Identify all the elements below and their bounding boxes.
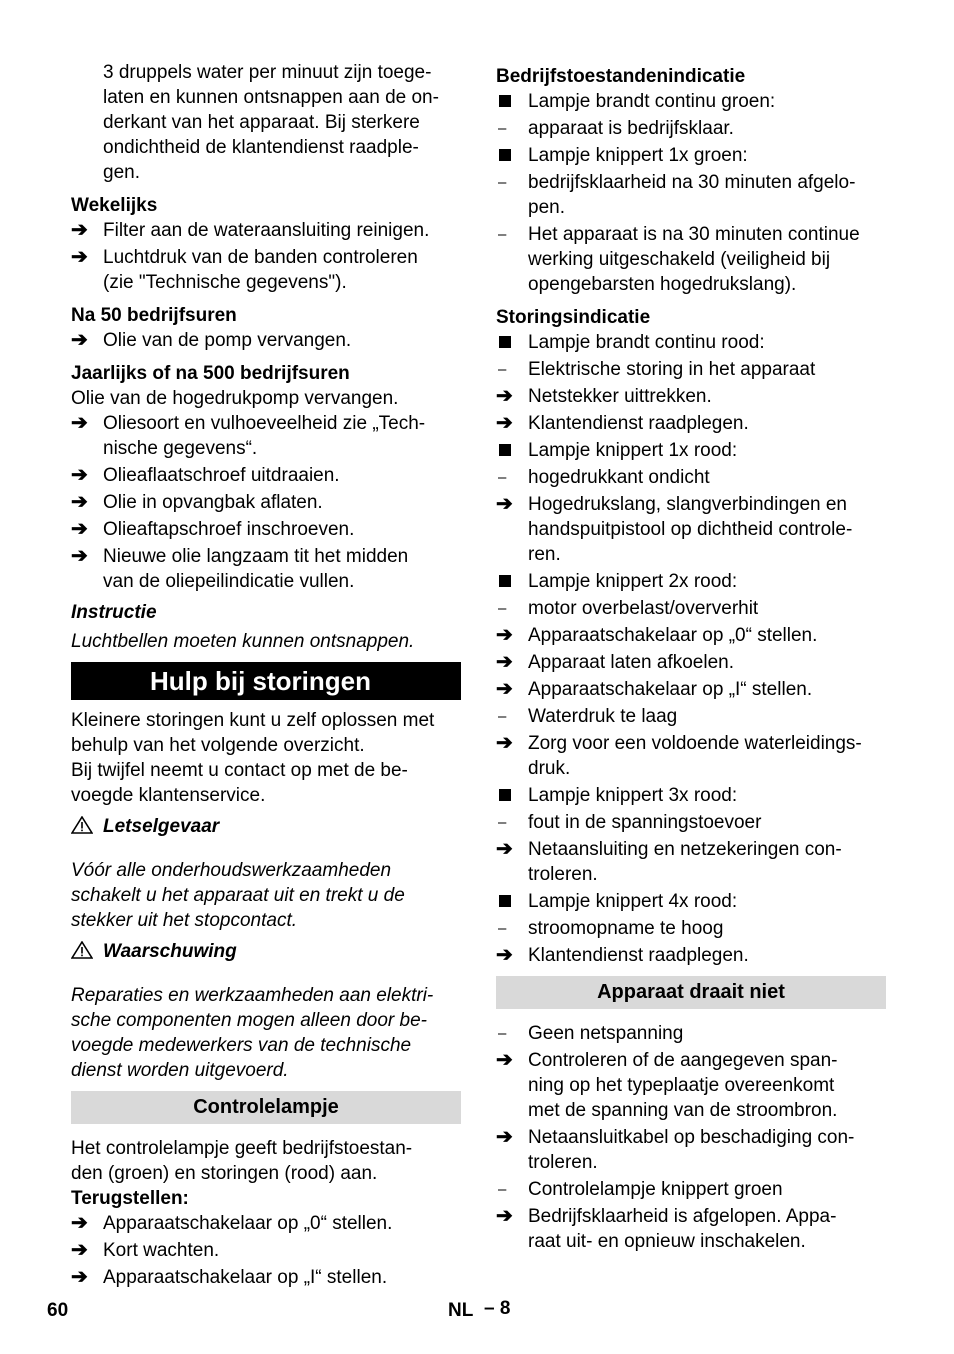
- item-text: Nieuwe olie langzaam tit het midden van de oliepeilindicatie vullen.: [103, 546, 409, 592]
- square-bullet-icon: [496, 783, 522, 808]
- dash-item: [496, 1177, 886, 1202]
- dash-item: [496, 1021, 886, 1046]
- dash-icon: –: [498, 174, 507, 191]
- arrow-right-icon: ➔: [496, 838, 513, 860]
- yearly-list: [71, 411, 461, 594]
- warning-text: Reparaties en werkzaamheden aan elektri- sche componenten mogen alleen door be- voegde medewerkers van de technische dienst worden uitgevoerd.: [71, 985, 434, 1081]
- arrow-right-icon: ➔: [71, 1212, 88, 1234]
- lamp-text: Het controlelampje geeft bedrijfstoestan- den (groen) en storingen (rood) aan.: [71, 1138, 413, 1184]
- item-text: Lampje brandt continu groen:: [528, 91, 776, 112]
- step-item: [71, 218, 461, 243]
- arrow-right-icon: ➔: [496, 1205, 513, 1227]
- item-text: Olie in opvangbak aflaten.: [103, 492, 323, 513]
- arrow-right-icon: ➔: [496, 624, 513, 646]
- section-title: Hulp bij storingen: [71, 662, 461, 700]
- step-item: [496, 943, 886, 968]
- bullet-item: [496, 143, 886, 168]
- item-text: Olie van de pomp vervangen.: [103, 330, 352, 351]
- item-text: Klantendienst raadplegen.: [528, 413, 749, 434]
- lamp-title: Controlelampje: [71, 1091, 461, 1124]
- right-column: [496, 60, 886, 1256]
- step-item: [71, 544, 461, 594]
- item-text: Apparaatschakelaar op „I“ stellen.: [103, 1267, 388, 1288]
- item-text: Luchtdruk van de banden controleren (zie "Technische gegevens").: [103, 247, 418, 293]
- item-text: Olieaflaatschroef uitdraaien.: [103, 465, 340, 486]
- item-text: apparaat is bedrijfsklaar.: [528, 118, 734, 139]
- item-text: Apparaatschakelaar op „0“ stellen.: [528, 625, 818, 646]
- step-item: [496, 623, 886, 648]
- step-item: [496, 677, 886, 702]
- step-item: [496, 384, 886, 409]
- item-text: stroomopname te hoog: [528, 918, 724, 939]
- item-text: Controlelampje knippert groen: [528, 1179, 783, 1200]
- step-item: [496, 650, 886, 675]
- step-item: [71, 1238, 461, 1263]
- square-bullet-icon: [496, 330, 522, 355]
- arrow-right-icon: ➔: [496, 385, 513, 407]
- item-text: Oliesoort en vulhoeveelheid zie „Tech- nische gegevens“.: [103, 413, 426, 459]
- language-code: NL: [448, 1300, 474, 1321]
- bullet-item: [496, 783, 886, 808]
- item-text: Lampje knippert 2x rood:: [528, 571, 738, 592]
- item-text: Controleren of de aangegeven span- ning op het typeplaatje overeenkomt met de spanning van de stroombron.: [528, 1050, 838, 1121]
- item-text: Apparaatschakelaar op „0“ stellen.: [103, 1213, 393, 1234]
- danger-heading-row: [71, 814, 461, 839]
- dash-item: [496, 810, 886, 835]
- not-running-title: Apparaat draait niet: [496, 976, 886, 1009]
- arrow-right-icon: ➔: [496, 412, 513, 434]
- arrow-right-icon: ➔: [71, 329, 88, 351]
- not-running-list: [496, 1021, 886, 1254]
- status-heading: Bedrijfstoestandenindicatie: [496, 66, 746, 87]
- item-text: Olieaftapschroef inschroeven.: [103, 519, 355, 540]
- arrow-right-icon: ➔: [71, 518, 88, 540]
- arrow-right-icon: ➔: [71, 1266, 88, 1288]
- dash-item: [496, 596, 886, 621]
- section-intro: Kleinere storingen kunt u zelf oplossen met behulp van het volgende overzicht. Bij twijfel neemt u contact op met de be- voegde klantenservice.: [71, 710, 435, 806]
- instruction-text: Luchtbellen moeten kunnen ontsnappen.: [71, 631, 415, 652]
- status-list: [496, 89, 886, 297]
- step-item: [496, 731, 886, 781]
- page-number: 60: [47, 1300, 69, 1321]
- step-item: [496, 837, 886, 887]
- yearly-heading: Jaarlijks of na 500 bedrijfsuren: [71, 363, 350, 384]
- item-text: Hogedrukslang, slangverbindingen en handspuitpistool op dichtheid controle- ren.: [528, 494, 853, 565]
- dash-item: [496, 170, 886, 220]
- danger-text: Vóór alle onderhoudswerkzaamheden schakelt u het apparaat uit en trekt u de stekker uit het stopcontact.: [71, 860, 405, 931]
- item-text: Geen netspanning: [528, 1023, 684, 1044]
- bullet-item: [496, 438, 886, 463]
- dash-item: [496, 465, 886, 490]
- arrow-right-icon: ➔: [71, 491, 88, 513]
- item-text: Apparaat laten afkoelen.: [528, 652, 734, 673]
- arrow-right-icon: ➔: [71, 246, 88, 268]
- item-text: Waterdruk te laag: [528, 706, 678, 727]
- dash-item: [496, 357, 886, 382]
- item-text: Lampje knippert 3x rood:: [528, 785, 738, 806]
- weekly-heading: Wekelijks: [71, 195, 158, 216]
- dash-item: [496, 222, 886, 297]
- item-text: Netaansluiting en netzekeringen con- troleren.: [528, 839, 842, 885]
- instruction-heading: Instructie: [71, 602, 157, 623]
- dash-item: [496, 116, 886, 141]
- step-item: [71, 463, 461, 488]
- dash-icon: –: [498, 708, 507, 725]
- dash-icon: –: [498, 1025, 507, 1042]
- arrow-right-icon: ➔: [496, 678, 513, 700]
- warning-heading: Waarschuwing: [103, 941, 237, 962]
- arrow-right-icon: ➔: [496, 1126, 513, 1148]
- arrow-right-icon: ➔: [496, 651, 513, 673]
- item-text: Zorg voor een voldoende waterleidings- druk.: [528, 733, 862, 779]
- item-text: Klantendienst raadplegen.: [528, 945, 749, 966]
- weekly-list: [71, 218, 461, 295]
- step-item: [496, 492, 886, 567]
- dash-item: [496, 704, 886, 729]
- step-item: [71, 411, 461, 461]
- hours50-heading: Na 50 bedrijfsuren: [71, 305, 237, 326]
- step-item: [71, 1265, 461, 1290]
- item-text: Lampje knippert 4x rood:: [528, 891, 738, 912]
- item-text: hogedrukkant ondicht: [528, 467, 710, 488]
- hours50-list: [71, 328, 461, 353]
- bullet-item: [496, 889, 886, 914]
- bullet-item: [496, 89, 886, 114]
- dash-icon: –: [498, 814, 507, 831]
- reset-list: [71, 1211, 461, 1290]
- item-text: Het apparaat is na 30 minuten continue werking uitgeschakeld (veiligheid bij opengebarsten hogedrukslang).: [528, 224, 860, 295]
- dash-icon: –: [498, 469, 507, 486]
- item-text: Apparaatschakelaar op „I“ stellen.: [528, 679, 813, 700]
- step-item: [496, 1048, 886, 1123]
- square-bullet-icon: [496, 89, 522, 114]
- item-text: Filter aan de wateraansluiting reinigen.: [103, 220, 430, 241]
- arrow-right-icon: ➔: [71, 464, 88, 486]
- bullet-item: [496, 330, 886, 355]
- dash-icon: –: [498, 920, 507, 937]
- arrow-right-icon: ➔: [496, 1049, 513, 1071]
- item-text: Kort wachten.: [103, 1240, 220, 1261]
- warning-triangle-icon: [71, 816, 93, 834]
- step-item: [71, 517, 461, 542]
- step-item: [496, 411, 886, 436]
- square-bullet-icon: [496, 143, 522, 168]
- step-item: [71, 245, 461, 295]
- warning-heading-row: [71, 939, 461, 964]
- intro-paragraph: 3 druppels water per minuut zijn toege- laten en kunnen ontsnappen aan de on- derkant van het apparaat. Bij sterkere ondichtheid de klantendienst raadple- gen.: [103, 62, 439, 183]
- dash-icon: –: [498, 600, 507, 617]
- item-text: Lampje knippert 1x rood:: [528, 440, 738, 461]
- sub-page-number: – 8: [484, 1298, 511, 1319]
- dash-icon: –: [498, 226, 507, 243]
- step-item: [496, 1125, 886, 1175]
- arrow-right-icon: ➔: [71, 1239, 88, 1261]
- step-item: [71, 328, 461, 353]
- item-text: Netaansluitkabel op beschadiging con- troleren.: [528, 1127, 855, 1173]
- arrow-right-icon: ➔: [71, 545, 88, 567]
- item-text: fout in de spanningstoevoer: [528, 812, 762, 833]
- item-text: Netstekker uittrekken.: [528, 386, 712, 407]
- step-item: [496, 1204, 886, 1254]
- step-item: [71, 1211, 461, 1236]
- item-text: Lampje brandt continu rood:: [528, 332, 765, 353]
- item-text: Bedrijfsklaarheid is afgelopen. Appa- raat uit- en opnieuw inschakelen.: [528, 1206, 837, 1252]
- left-column: [71, 60, 461, 1292]
- item-text: motor overbelast/oververhit: [528, 598, 759, 619]
- arrow-right-icon: ➔: [496, 493, 513, 515]
- square-bullet-icon: [496, 569, 522, 594]
- dash-item: [496, 916, 886, 941]
- item-text: Elektrische storing in het apparaat: [528, 359, 816, 380]
- arrow-right-icon: ➔: [496, 732, 513, 754]
- bullet-item: [496, 569, 886, 594]
- fault-list: [496, 330, 886, 968]
- item-text: bedrijfsklaarheid na 30 minuten afgelo- pen.: [528, 172, 856, 218]
- reset-heading: Terugstellen:: [71, 1188, 189, 1209]
- dash-icon: –: [498, 1181, 507, 1198]
- fault-heading: Storingsindicatie: [496, 307, 651, 328]
- warning-triangle-icon: [71, 941, 93, 959]
- dash-icon: –: [498, 120, 507, 137]
- square-bullet-icon: [496, 889, 522, 914]
- step-item: [71, 490, 461, 515]
- dash-icon: –: [498, 361, 507, 378]
- arrow-right-icon: ➔: [71, 412, 88, 434]
- item-text: Lampje knippert 1x groen:: [528, 145, 748, 166]
- danger-heading: Letselgevaar: [103, 816, 220, 837]
- yearly-text: Olie van de hogedrukpomp vervangen.: [71, 388, 399, 409]
- square-bullet-icon: [496, 438, 522, 463]
- arrow-right-icon: ➔: [71, 219, 88, 241]
- arrow-right-icon: ➔: [496, 944, 513, 966]
